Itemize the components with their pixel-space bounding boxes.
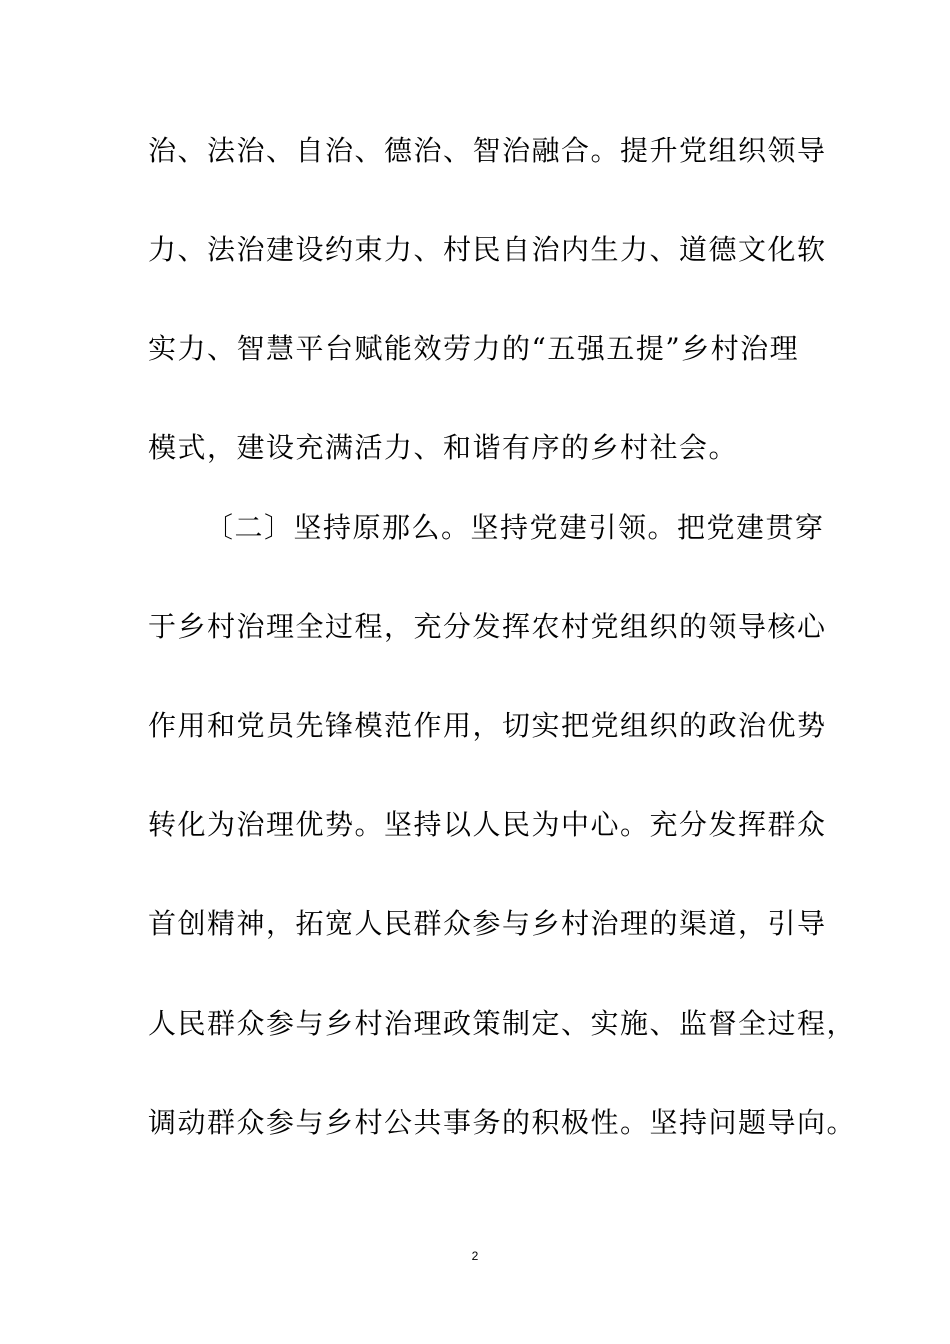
body-text-line: 于乡村治理全过程，充分发挥农村党组织的领导核心 (148, 610, 827, 643)
body-text-line: 模式，建设充满活力、和谐有序的乡村社会。 (148, 431, 739, 464)
body-text-line: 力、法治建设约束力、村民自治内生力、道德文化软 (148, 233, 827, 266)
body-text-line: 人民群众参与乡村治理政策制定、实施、监督全过程， (148, 1007, 857, 1040)
page-number: 2 (471, 1249, 479, 1263)
paragraph-first-line: 〔二〕坚持原那么。坚持党建引领。把党建贯穿 (205, 511, 825, 544)
body-text-line: 治、法治、自治、德治、智治融合。提升党组织领导 (148, 134, 827, 167)
body-text-line: 实力、智慧平台赋能效劳力的“五强五提”乡村治理 (148, 332, 800, 365)
body-text-line: 首创精神，拓宽人民群众参与乡村治理的渠道，引导 (148, 907, 827, 940)
body-text-line: 作用和党员先锋模范作用，切实把党组织的政治优势 (148, 709, 827, 742)
body-text-line: 调动群众参与乡村公共事务的积极性。坚持问题导向。 (148, 1106, 857, 1139)
body-text-line: 转化为治理优势。坚持以人民为中心。充分发挥群众 (148, 808, 827, 841)
